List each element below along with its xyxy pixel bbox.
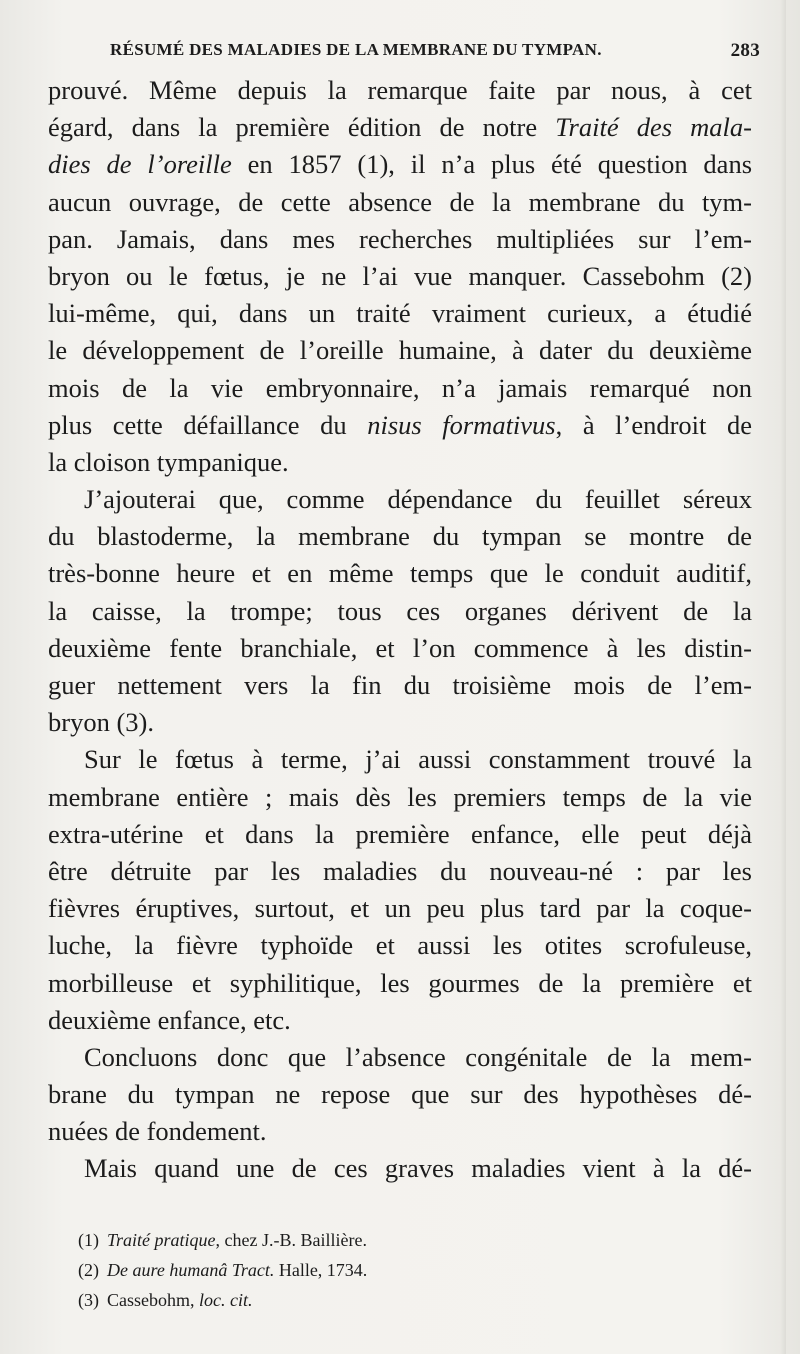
- running-title: RÉSUMÉ DES MALADIES DE LA MEMBRANE DU TYMPAN.: [110, 40, 602, 59]
- italic-span: Traité des mala-: [555, 112, 752, 143]
- text-line: [48, 518, 752, 555]
- text-line: [48, 1076, 752, 1113]
- footnote-text: , chez J.-B. Baillière.: [215, 1230, 367, 1250]
- text-line: [48, 630, 752, 667]
- text-span: membrane entière ; mais dès les premiers temps de la vie: [48, 781, 752, 812]
- italic-span: dies de l’oreille: [48, 149, 232, 180]
- text-span: égard, dans la première édition de notre: [48, 112, 556, 143]
- text-span: brane du tympan ne repose que sur des hypothèses dé-: [48, 1079, 752, 1110]
- text-line: [48, 853, 752, 890]
- page-edge-shadow: [780, 0, 786, 1354]
- text-span: deuxième enfance, etc.: [48, 1004, 291, 1035]
- text-line: [48, 1002, 752, 1039]
- page-number: 283: [730, 40, 760, 61]
- text-line: [48, 370, 752, 407]
- italic-span: nisus formativus: [367, 409, 556, 440]
- footnote: [78, 1255, 758, 1285]
- text-span: être détruite par les maladies du nouveau-né : par les: [48, 855, 752, 886]
- text-line: [48, 332, 752, 369]
- text-line: [48, 221, 752, 258]
- footnote-number: (2): [78, 1260, 99, 1280]
- text-line: [48, 927, 752, 964]
- body-text: [48, 72, 752, 1188]
- footnote-italic: De aure humanâ Tract.: [107, 1260, 275, 1280]
- text-span: Concluons donc que l’absence congénitale de la mem-: [84, 1041, 752, 1072]
- text-line: [48, 444, 752, 481]
- text-line: [48, 407, 752, 444]
- text-line: [48, 890, 752, 927]
- text-line: [48, 779, 752, 816]
- text-span: nuées de fondement.: [48, 1116, 267, 1147]
- text-line: [48, 741, 752, 778]
- text-span: fièvres éruptives, surtout, et un peu plus tard par la coque-: [48, 893, 752, 924]
- text-line: [48, 146, 752, 183]
- footnote: [78, 1285, 758, 1315]
- text-line: [48, 72, 752, 109]
- text-line: [48, 704, 752, 741]
- text-line: [48, 109, 752, 146]
- footnote: [78, 1225, 758, 1255]
- text-line: [48, 184, 752, 221]
- text-line: [48, 295, 752, 332]
- text-span: J’ajouterai que, comme dépendance du feuillet séreux: [84, 484, 752, 515]
- text-line: [48, 1039, 752, 1076]
- text-line: [48, 965, 752, 1002]
- text-span: mois de la vie embryonnaire, n’a jamais remarqué non: [48, 372, 752, 403]
- text-line: [48, 555, 752, 592]
- text-line: [48, 667, 752, 704]
- text-span: le développement de l’oreille humaine, à dater du deuxième: [48, 335, 752, 366]
- text-span: du blastoderme, la membrane du tympan se montre de: [48, 521, 752, 552]
- text-line: [48, 1113, 752, 1150]
- text-span: extra-utérine et dans la première enfance, elle peut déjà: [48, 818, 752, 849]
- text-span: bryon (3).: [48, 707, 154, 738]
- text-span: en 1857 (1), il n’a plus été question dans: [231, 149, 753, 180]
- text-span: très-bonne heure et en même temps que le conduit auditif,: [48, 558, 752, 589]
- text-span: aucun ouvrage, de cette absence de la membrane du tym-: [48, 186, 752, 217]
- text-span: guer nettement vers la fin du troisième mois de l’em-: [48, 670, 752, 700]
- footnote-number: (3): [78, 1290, 99, 1310]
- text-line: [48, 816, 752, 853]
- text-span: la cloison tympanique.: [48, 446, 289, 477]
- text-line: [48, 481, 752, 518]
- text-span: deuxième fente branchiale, et l’on commence à les distin-: [48, 632, 752, 663]
- text-line: [48, 1150, 752, 1187]
- footnote-text: Cassebohm,: [107, 1290, 199, 1310]
- footnote-number: (1): [78, 1230, 99, 1250]
- running-header: [110, 40, 760, 70]
- footnote-italic: Traité pratique: [107, 1230, 216, 1250]
- text-line: [48, 258, 752, 295]
- text-span: Sur le fœtus à terme, j’ai aussi constamment trouvé la: [84, 744, 752, 775]
- text-span: luche, la fièvre typhoïde et aussi les otites scrofuleuse,: [48, 930, 752, 961]
- text-span: morbilleuse et syphilitique, les gourmes de la première et: [48, 967, 752, 998]
- text-span: , à l’endroit de: [555, 409, 752, 440]
- text-line: [48, 593, 752, 630]
- text-span: bryon ou le fœtus, je ne l’ai vue manquer. Cassebohm (2): [48, 260, 752, 291]
- footnotes: [78, 1225, 758, 1315]
- text-span: Mais quand une de ces graves maladies vient à la dé-: [84, 1153, 752, 1184]
- text-span: plus cette défaillance du: [48, 409, 368, 440]
- footnote-text: Halle, 1734.: [274, 1260, 368, 1280]
- text-span: prouvé. Même depuis la remarque faite par nous, à cet: [48, 75, 752, 105]
- text-span: pan. Jamais, dans mes recherches multipliées sur l’em-: [48, 223, 752, 254]
- text-span: la caisse, la trompe; tous ces organes dérivent de la: [48, 595, 752, 626]
- text-span: lui-même, qui, dans un traité vraiment curieux, a étudié: [48, 298, 752, 329]
- footnote-italic: loc. cit.: [199, 1290, 253, 1310]
